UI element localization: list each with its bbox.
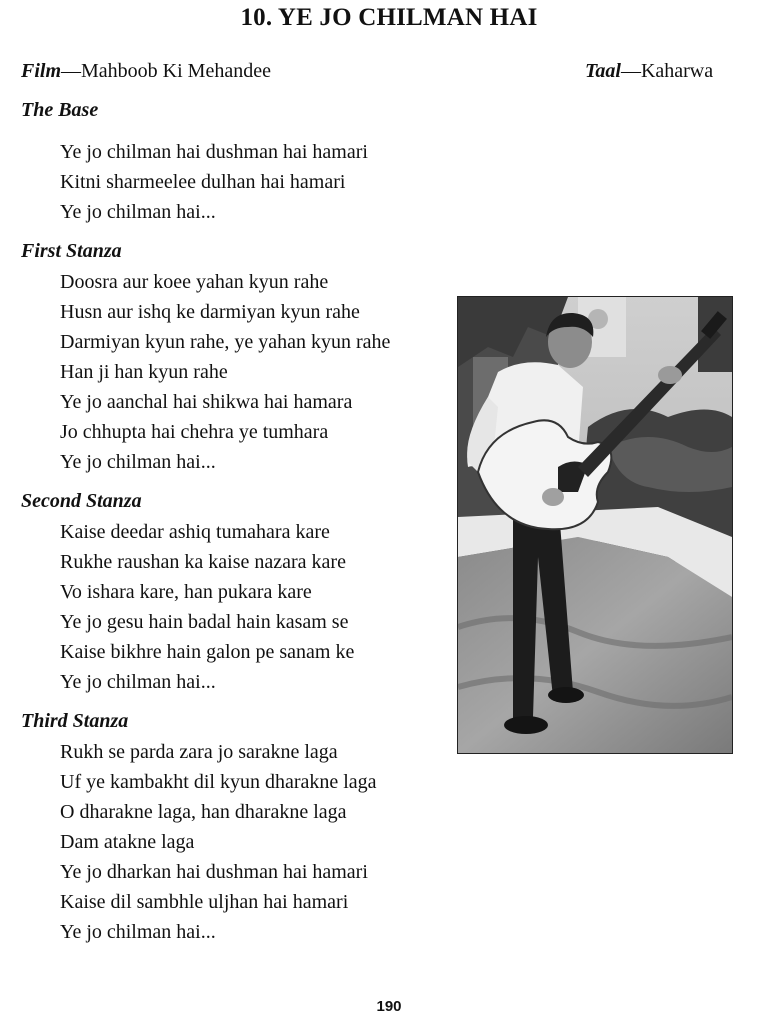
lyric-line: Ye jo aanchal hai shikwa hai hamara xyxy=(60,391,353,413)
guitarist-photo xyxy=(457,296,733,754)
taal-info xyxy=(585,60,713,83)
lyric-line: Husn aur ishq ke darmiyan kyun rahe xyxy=(60,301,360,323)
film-info xyxy=(21,60,271,83)
lyric-line: Kaise bikhre hain galon pe sanam ke xyxy=(60,641,355,663)
lyric-line: Ye jo chilman hai... xyxy=(60,921,216,943)
lyric-line: Ye jo chilman hai... xyxy=(60,671,216,693)
film-value: —Mahboob Ki Mehandee xyxy=(61,60,271,82)
lyric-line: Darmiyan kyun rahe, ye yahan kyun rahe xyxy=(60,331,391,353)
lyric-line: Ye jo chilman hai... xyxy=(60,201,216,223)
song-title: 10. YE JO CHILMAN HAI xyxy=(240,4,538,31)
section-heading-base: The Base xyxy=(21,99,99,121)
lyric-line: Rukh se parda zara jo sarakne laga xyxy=(60,741,338,763)
lyric-line: Jo chhupta hai chehra ye tumhara xyxy=(60,421,329,443)
lyric-line: Uf ye kambakht dil kyun dharakne laga xyxy=(60,771,377,793)
lyric-line: Kaise dil sambhle uljhan hai hamari xyxy=(60,891,349,913)
section-heading-third-stanza: Third Stanza xyxy=(21,710,129,732)
film-label: Film xyxy=(21,60,62,82)
lyric-line: Doosra aur koee yahan kyun rahe xyxy=(60,271,329,293)
lyric-line: Ye jo dharkan hai dushman hai hamari xyxy=(60,861,368,883)
lyric-line: Ye jo chilman hai dushman hai hamari xyxy=(60,141,368,163)
section-heading-second-stanza: Second Stanza xyxy=(21,490,142,512)
section-heading-first-stanza: First Stanza xyxy=(21,240,122,262)
taal-label: Taal xyxy=(585,60,621,82)
lyric-line: Dam atakne laga xyxy=(60,831,195,853)
lyric-line: Kitni sharmeelee dulhan hai hamari xyxy=(60,171,346,193)
lyric-line: Ye jo chilman hai... xyxy=(60,451,216,473)
lyric-line: O dharakne laga, han dharakne laga xyxy=(60,801,347,823)
lyric-line: Kaise deedar ashiq tumahara kare xyxy=(60,521,330,543)
lyric-line: Vo ishara kare, han pukara kare xyxy=(60,581,312,603)
lyric-line: Rukhe raushan ka kaise nazara kare xyxy=(60,551,346,573)
taal-value: —Kaharwa xyxy=(620,60,714,82)
lyric-line: Han ji han kyun rahe xyxy=(60,361,228,383)
lyric-line: Ye jo gesu hain badal hain kasam se xyxy=(60,611,349,633)
page-number: 190 xyxy=(376,998,402,1015)
